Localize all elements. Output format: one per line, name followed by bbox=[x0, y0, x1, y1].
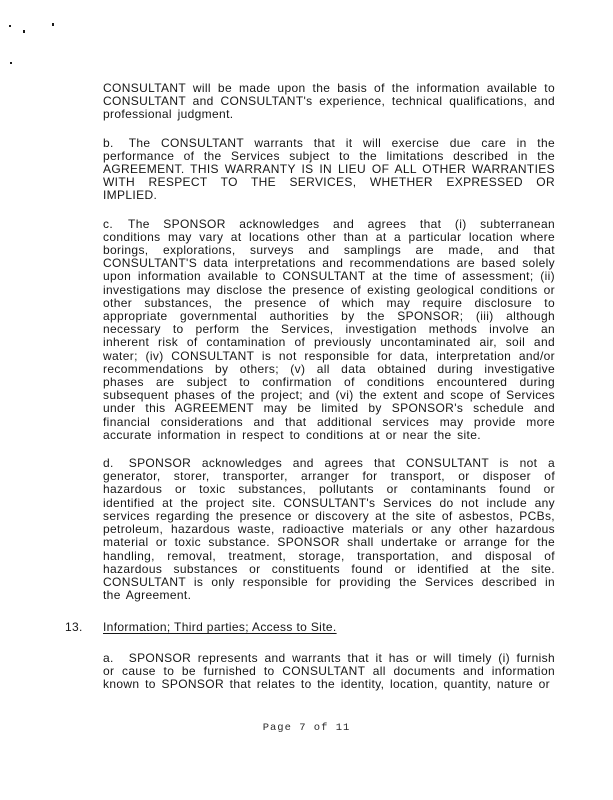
scan-artifact-dot bbox=[23, 30, 25, 33]
page-number-footer: Page 7 of 11 bbox=[262, 722, 351, 734]
section-heading bbox=[65, 620, 555, 635]
paragraph bbox=[103, 652, 555, 692]
paragraph-label: d. bbox=[103, 456, 114, 471]
paragraph bbox=[103, 82, 555, 122]
scan-artifact-dot bbox=[9, 25, 11, 27]
section-title: Information; Third parties; Access to Site. bbox=[103, 620, 337, 635]
paragraph-text: The CONSULTANT warrants that it will exercise due care in the performance of the Services subject to the limitations described in the AGREEMENT. THIS WARRANTY IS IN LIEU OF ALL OTHER WARRANTIES WITH RESPECT TO THE SERVICES, WHETHER EXPRESSED OR IMPLIED. bbox=[103, 135, 555, 203]
paragraph bbox=[103, 137, 555, 203]
paragraph-text: The SPONSOR acknowledges and agrees that (i) subterranean conditions may vary at locations other than at a particular location where borings, explorations, surveys and samplings are made, and that CONSULTANT'S data interpretations and recommendations are based solely upon information available to CONSULTANT at the time of assessment; (ii) investigations may disclose the presence of existing geological conditions or other substances, the presence of which may require disclosure to appropriate governmental authorities by the SPONSOR; (iii) although necessary to perform the Services, investigation methods involve an inherent risk of contamination of previously uncontaminated air, soil and water; (iv) CONSULTANT is not responsible for data, interpretation and/or recommendations by others; (v) all data obtained during investigative phases are subject to confirmation of conditions encountered during subsequent phases of the project; and (vi) the extent and scope of Services under this AGREEMENT may be limited by SPONSOR's schedule and financial considerations and that additional services may provide more accurate information in respect to conditions at or near the site. bbox=[103, 216, 555, 442]
paragraph bbox=[103, 457, 555, 602]
paragraph-text: SPONSOR represents and warrants that it has or will timely (i) furnish or cause to be furnished to CONSULTANT all documents and information known to SPONSOR that relates to the identity, location, quantity, nature or bbox=[103, 650, 555, 691]
paragraph bbox=[103, 218, 555, 442]
paragraph-label: c. bbox=[103, 216, 114, 231]
scan-artifact-dot bbox=[10, 62, 12, 64]
scan-artifact-dot bbox=[52, 23, 54, 26]
paragraph-text: SPONSOR acknowledges and agrees that CONSULTANT is not a generator, storer, transporter, arranger for transport, or disposer of hazardous or toxic substances, pollutants or contaminants found or identified at the project site. CONSULTANT's Services do not include any services regarding the presence or discovery at the site of asbestos, PCBs, petroleum, hazardous waste, radioactive materials or any other hazardous material or toxic substance. SPONSOR shall undertake or arrange for the handling, removal, treatment, storage, transportation, and disposal of hazardous substances or constituents found or identified at the site. CONSULTANT is only responsible for providing the Services described in the Agreement. bbox=[103, 456, 555, 603]
text-column bbox=[65, 81, 555, 706]
paragraph-text: CONSULTANT will be made upon the basis of the information available to CONSULTANT and CONSULTANT's experience, technical qualifications, and professional judgment. bbox=[103, 81, 555, 122]
paragraph-label: b. bbox=[103, 135, 114, 150]
paragraph-label: a. bbox=[103, 650, 114, 665]
section-number: 13. bbox=[65, 620, 83, 635]
